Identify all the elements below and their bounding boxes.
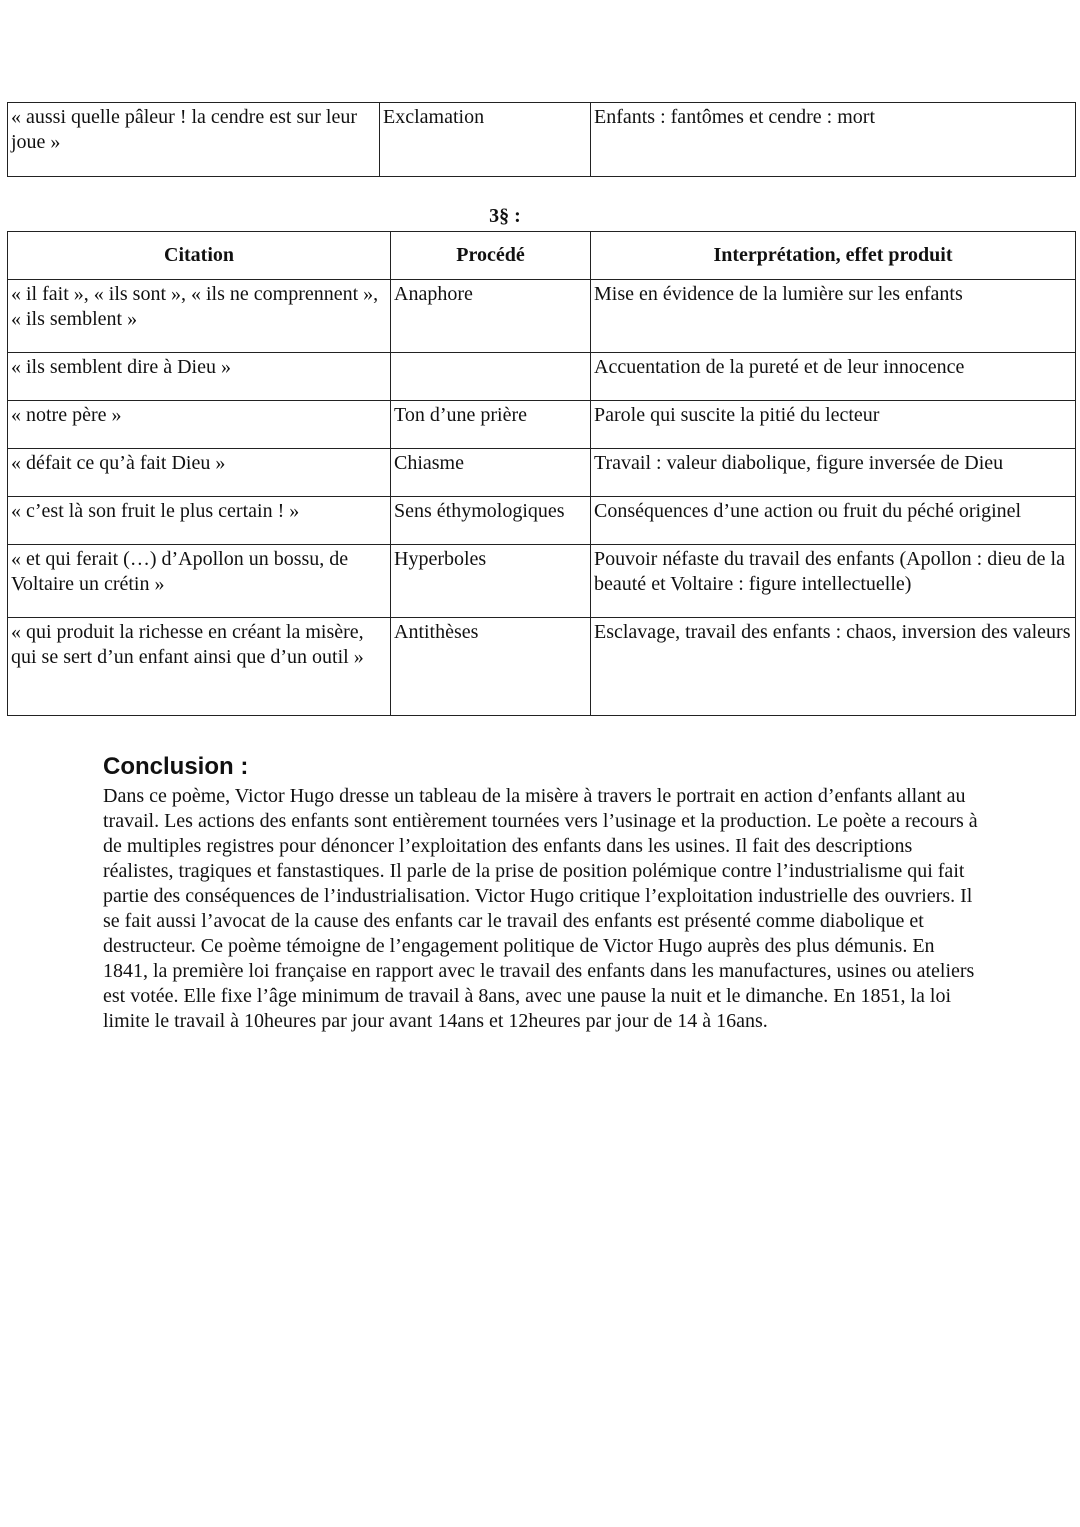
citation-cell: « défait ce qu’à fait Dieu »: [8, 449, 391, 497]
interpretation-cell: Parole qui suscite la pitié du lecteur: [591, 401, 1076, 449]
procede-cell: Antithèses: [391, 618, 591, 716]
table-row: [8, 401, 1076, 449]
interpretation-cell: Pouvoir néfaste du travail des enfants (Apollon : dieu de la beauté et Voltaire : figure intellectuelle): [591, 545, 1076, 618]
table-row: [8, 497, 1076, 545]
procede-cell: Chiasme: [391, 449, 591, 497]
citation-cell: « il fait », « ils sont », « ils ne comprennent », « ils semblent »: [8, 280, 391, 353]
column-header-interpretation: Interprétation, effet produit: [591, 232, 1076, 280]
conclusion-section: [103, 752, 983, 1034]
procede-cell: Sens éthymologiques: [391, 497, 591, 545]
citation-cell: « c’est là son fruit le plus certain ! »: [8, 497, 391, 545]
interpretation-cell: Travail : valeur diabolique, figure inversée de Dieu: [591, 449, 1076, 497]
citation-cell: « notre père »: [8, 401, 391, 449]
table-row: [8, 103, 1076, 177]
procede-cell: Anaphore: [391, 280, 591, 353]
column-header-citation: Citation: [8, 232, 391, 280]
table-row: [8, 280, 1076, 353]
analysis-table: [7, 231, 1076, 716]
interpretation-cell: Enfants : fantômes et cendre : mort: [591, 103, 1076, 177]
top-table: [7, 102, 1076, 177]
interpretation-cell: Esclavage, travail des enfants : chaos, inversion des valeurs: [591, 618, 1076, 716]
column-header-procede: Procédé: [391, 232, 591, 280]
table-row: [8, 545, 1076, 618]
section-heading: 3§ :: [489, 205, 521, 227]
table-header-row: [8, 232, 1076, 280]
citation-cell: « qui produit la richesse en créant la misère, qui se sert d’un enfant ainsi que d’un outil »: [8, 618, 391, 716]
interpretation-cell: Accuentation de la pureté et de leur innocence: [591, 353, 1076, 401]
conclusion-text: Dans ce poème, Victor Hugo dresse un tableau de la misère à travers le portrait en action d’enfants allant au travail. Les actions des enfants sont entièrement tournées vers l’usinage et la production. Le poète a recours à de multiples registres pour dénoncer l’exploitation des enfants dans les usines. Il fait des descriptions réalistes, tragiques et fanstastiques. Il parle de la prise de position polémique contre l’industrialisme qui fait partie des conséquences de l’industrialisation. Victor Hugo critique l’exploitation industrielle des ouvriers. Il se fait aussi l’avocat de la cause des enfants car le travail des enfants est présenté comme diabolique et destructeur. Ce poème témoigne de l’engagement politique de Victor Hugo auprès des plus démunis. En 1841, la première loi française en rapport avec le travail des enfants dans les manufactures, usines ou ateliers est votée. Elle fixe l’âge minimum de travail à 8ans, avec une pause la nuit et le dimanche. En 1851, la loi limite le travail à 10heures par jour avant 14ans et 12heures par jour de 14 à 16ans.: [103, 785, 978, 1032]
citation-cell: « ils semblent dire à Dieu »: [8, 353, 391, 401]
table-row: [8, 353, 1076, 401]
table-row: [8, 618, 1076, 716]
conclusion-title: Conclusion :: [103, 753, 249, 780]
procede-cell: Ton d’une prière: [391, 401, 591, 449]
interpretation-cell: Conséquences d’une action ou fruit du péché originel: [591, 497, 1076, 545]
procede-cell: Exclamation: [380, 103, 591, 177]
interpretation-cell: Mise en évidence de la lumière sur les enfants: [591, 280, 1076, 353]
procede-cell: Hyperboles: [391, 545, 591, 618]
citation-cell: « et qui ferait (…) d’Apollon un bossu, de Voltaire un crétin »: [8, 545, 391, 618]
procede-cell: [391, 353, 591, 401]
citation-cell: « aussi quelle pâleur ! la cendre est sur leur joue »: [8, 103, 380, 177]
table-row: [8, 449, 1076, 497]
